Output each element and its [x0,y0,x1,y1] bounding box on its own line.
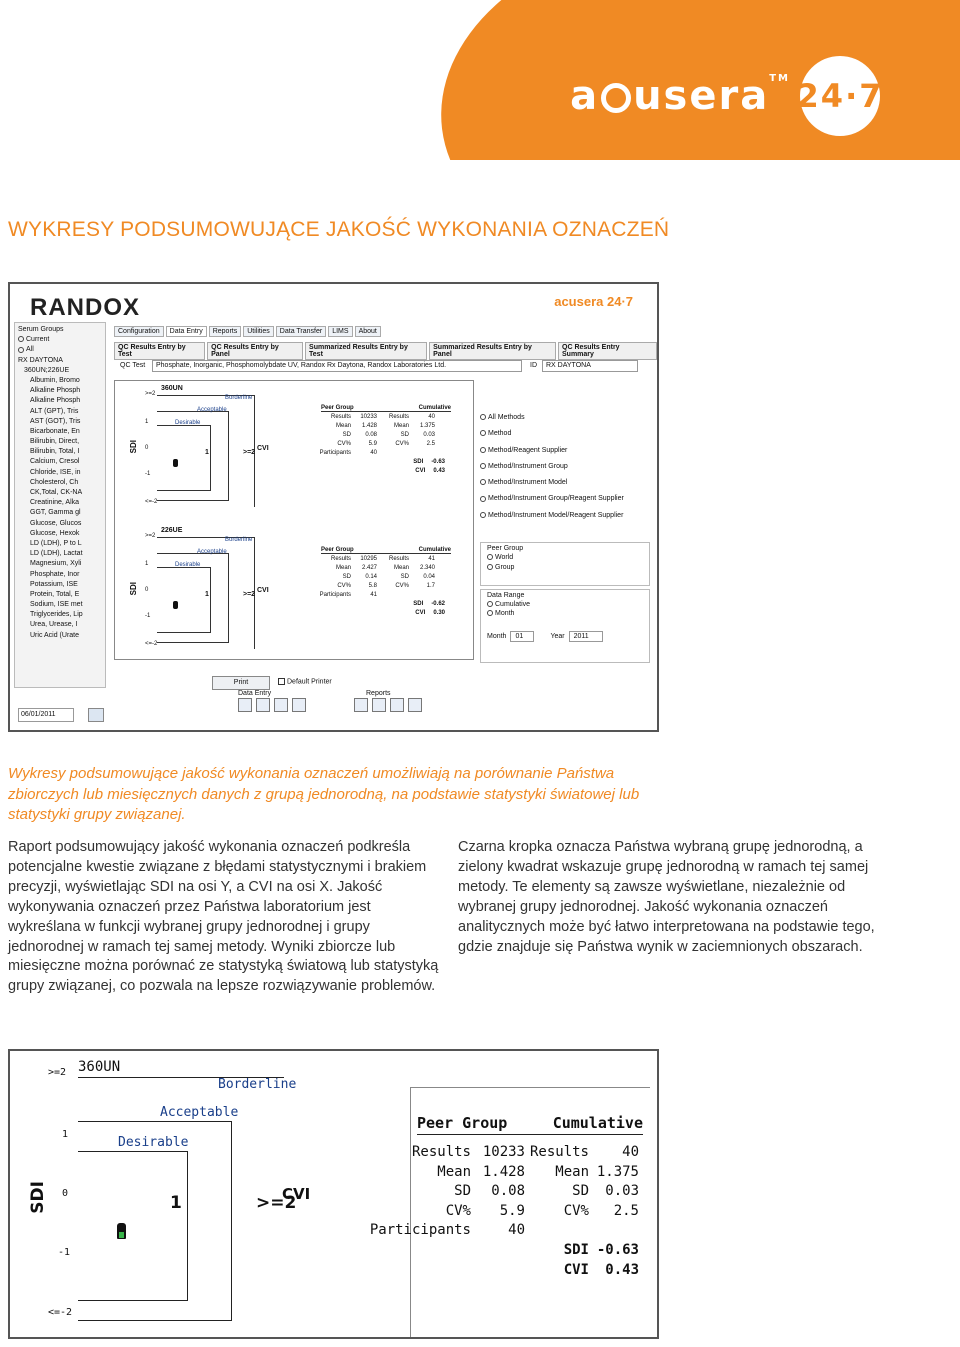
stats-cell: 5.9 [499,1202,525,1219]
method-option[interactable] [480,447,650,463]
stats-cell: 10295 [360,556,377,562]
stats-cell: Mean [437,1163,471,1180]
peer-group-header: Peer Group [417,1114,508,1132]
stats-cell: 0.08 [491,1183,525,1200]
tree-item[interactable]: Alkaline Phosph [30,397,81,405]
stats-cell: CV% [395,441,409,447]
cvi-label: CVI [415,610,426,616]
radio-icon [480,479,486,485]
y-tick: 1 [62,1129,69,1140]
menu-item[interactable]: Reports [209,326,242,337]
cvi-value: 0.30 [433,610,445,616]
id-field[interactable]: RX DAYTONA [542,360,638,372]
method-option-label: Method/Instrument Model [488,479,568,487]
y-tick: >=2 [145,391,156,397]
peer-group-marker [173,601,178,609]
stats-row [321,423,451,432]
tree-item[interactable]: Alkaline Phosph [30,387,81,395]
radio-icon [480,447,486,453]
month-field[interactable]: 01 [510,631,534,642]
desirable-zone [78,1151,188,1301]
stats-cell: Results [330,414,351,420]
stats-row [411,1144,651,1164]
zone-label-acceptable: Acceptable [197,407,227,413]
menu-bar [114,326,381,337]
method-option-label: Method/Instrument Model/Reagent Supplier [488,511,624,519]
entry-tab[interactable]: Summarized Results Entry by Panel [429,342,556,360]
cvi-row [321,468,451,477]
stats-cell: 5.9 [368,441,377,447]
series-label: 226UE [161,527,183,534]
tree-item[interactable]: Phosphate, Inor [30,570,80,578]
y-axis-label: SDI [129,440,138,454]
software-screenshot [8,282,659,732]
peer-group-title: Peer Group [487,545,524,552]
stats-header [417,1114,643,1135]
stats-cell: 10233 [360,414,377,420]
radio-icon [480,496,486,502]
menu-item[interactable]: Data Entry [166,326,207,337]
stats-cell: Results [388,556,409,562]
tree-item[interactable]: Potassium, ISE [30,580,78,588]
sdi-label: SDI [563,1241,589,1258]
body-left: Raport podsumowujący jakość wykonania oznaczeń podkreśla potencjalne kwestie związane z błędami statystycznymi i brakiem precyzji, wyświetlając SDI na osi Y, a CVI na osi X. Jakość wykonywania oznaczeń przez Państwa laboratorium jest wykreślana w funkcji wybranej grupy jednorodnej i grupy jednorodnej w ramach tej samej metody. Wyniki zbiorcze lub miesięczne można porównać ze statystyką światową lub statystyką grupy związanej, co pozwala na lepsze rozwiązywanie problemów. [8,839,439,995]
method-option[interactable] [480,495,650,511]
data-entry-label: Data Entry [238,690,272,697]
tree-item[interactable]: Uric Acid (Urate [30,631,80,639]
acusera-small-logo: acusera 24·7 [554,294,633,309]
tree-item[interactable]: GGT, Gamma gl [30,509,81,517]
stats-cell: Participants [319,592,351,598]
cumulative-header: Cumulative [552,1114,643,1132]
tree-item[interactable]: ALT (GPT), Tris [30,407,79,415]
toolbar-icons [238,698,422,712]
logo-c-icon [601,83,631,113]
stats-cell: 40 [508,1222,525,1239]
stats-cell: CV% [337,441,351,447]
logo-tm: TM [769,72,790,84]
stats-cell: 40 [428,414,435,420]
stats-cell: 40 [622,1144,639,1160]
data-range-box [480,589,650,663]
stats-cell: Results [411,1144,471,1160]
stats-grid [369,1144,651,1281]
data-range-title: Data Range [487,592,525,599]
sdi-value: -0.63 [431,459,445,465]
radio-icon [480,463,486,469]
zone-label-borderline: Borderline [225,537,253,543]
menu-item[interactable]: Utilities [243,326,274,337]
method-option[interactable] [480,512,650,528]
stats-row [321,574,451,583]
sdi-label: SDI [413,459,424,465]
zone-label-borderline: Borderline [218,1077,297,1092]
stats-cell: Mean [335,423,351,429]
stats-cell: Results [529,1144,589,1160]
stats-row [411,1203,651,1223]
entry-tab[interactable]: QC Results Entry by Panel [207,342,303,360]
radio-cumulative[interactable]: Cumulative [487,601,643,608]
stats-header [321,405,451,412]
y-axis-label: SDI [129,582,138,596]
stats-row [321,432,451,441]
tree-item[interactable]: Protein, Total, E [30,590,80,598]
logo-text-a: a [570,73,600,119]
stats-cell: 0.03 [423,432,435,438]
header-banner [0,0,960,160]
stats-cell: 41 [428,556,435,562]
reports-label: Reports [366,690,391,697]
cvi-value: 0.43 [605,1261,639,1278]
x-tick-1: 1 [205,449,209,456]
stats-cell: Results [388,414,409,420]
zone-label-borderline: Borderline [225,395,253,401]
stats-cell: 10233 [482,1144,525,1160]
stats-cell: 2.340 [419,565,435,571]
grid-icon[interactable] [292,698,306,712]
stats-cell: Mean [555,1163,589,1180]
randox-logo: RANDOX [30,294,141,321]
date-field[interactable]: 06/01/2011 [18,708,74,722]
stats-row [411,1183,651,1203]
sdi-label: SDI [413,601,424,607]
y-tick: <=-2 [145,499,158,505]
stats-panel [369,1087,650,1337]
stats-cell: 0.03 [605,1183,639,1200]
stats-row [411,1164,651,1184]
page-heading: WYKRESY PODSUMOWUJĄCE JAKOŚĆ WYKONANIA OZNACZEŃ [8,218,670,241]
stats-cell: 1.7 [426,583,435,589]
stats-cell: 1.375 [419,423,435,429]
entry-tab[interactable]: QC Results Entry by Test [114,342,205,360]
y-axis-label: SDI [28,1181,48,1214]
qc-test-field[interactable]: Phosphate, Inorganic, Phosphomolybdate UV, Randox Rx Daytona, Randox Laboratories Ltd. [152,360,522,372]
y-tick: -1 [145,613,151,619]
flag-icon[interactable] [274,698,288,712]
stats-cell: 0.08 [365,432,377,438]
year-label: Year [550,633,565,640]
stats-header [321,547,451,554]
stats-cell: 41 [370,592,377,598]
tree-item[interactable]: Triglycerides, Lip [30,611,83,619]
stats-cell: 1.428 [482,1163,525,1180]
delete-icon[interactable] [256,698,270,712]
tree-item[interactable]: LD (LDH), Lactat [30,550,83,558]
y-tick: -1 [145,471,151,477]
stats-cell: CV% [563,1202,589,1219]
zone-label-desirable: Desirable [175,420,201,426]
stats-cell: Mean [393,423,409,429]
radio-icon [487,610,493,616]
stats-cell: 40 [370,450,377,456]
radio-icon [18,347,24,353]
zone-label-acceptable: Acceptable [197,549,227,555]
stats-panel [321,547,451,619]
method-group-marker [119,1232,124,1238]
tree-item[interactable]: Glucose, Hexok [30,529,80,537]
tree-root[interactable]: RX DAYTONA [18,356,63,364]
desirable-zone [157,425,211,491]
method-options [480,414,650,528]
cvi-row [411,1262,651,1282]
stats-cell: Participants [319,450,351,456]
plot-panel [114,380,474,660]
bar-chart-icon[interactable] [372,698,386,712]
tree-item[interactable]: Creatinine, Alka [30,499,80,507]
calendar-icon[interactable] [88,708,104,722]
menu-item[interactable]: Configuration [114,326,164,337]
serum-groups-title: Serum Groups [18,326,64,333]
sdi-value: -0.63 [596,1241,639,1258]
tree-item[interactable]: Bilirubin, Direct, [30,438,80,446]
tree-item[interactable]: Glucose, Glucos [30,519,82,527]
radio-world[interactable]: World [487,554,643,561]
stats-row [321,441,451,450]
radio-icon [480,430,486,436]
entry-tab[interactable]: Summarized Results Entry by Test [305,342,427,360]
y-tick: <=-2 [145,641,158,647]
tree-item[interactable]: Bicarbonate, En [30,427,80,435]
radio-icon [487,601,493,607]
series-label: 360UN [78,1059,121,1075]
stats-cell: SD [342,574,351,580]
radio-icon [18,336,24,342]
method-option-label: Method/Instrument Group [488,462,568,470]
y-tick: 1 [145,419,149,425]
tree-item[interactable]: Sodium, ISE met [30,601,83,609]
radio-icon [480,414,486,420]
stats-cell: SD [572,1183,589,1200]
x-tick-2: >=2 [243,449,256,456]
y-tick: >=2 [145,533,156,539]
stats-row [321,414,451,423]
body-right: Czarna kropka oznacza Państwa wybraną grupę jednorodną, a zielony kwadrat wskazuje grupę jednorodną w ramach tej samej metody. Te elementy są zawsze wyświetlane, niezależnie od wybranej grupy jednorodnej. Jakość wykonania oznaczeń analitycznych może być łatwo interpretowana na podstawie tego, gdzie znajduje się Państwa wynik w zaciemnionych obszarach. [458,839,875,955]
zoomed-chart [8,1049,659,1339]
zone-label-acceptable: Acceptable [160,1105,239,1120]
stats-row [369,1222,651,1242]
peer-group-marker [173,459,178,467]
x-tick-1: 1 [205,591,209,598]
stats-cell: 1.428 [361,423,377,429]
method-option-label: All Methods [488,414,525,421]
stats-cell: CV% [337,583,351,589]
cumulative-header: Cumulative [418,405,451,411]
month-label: Month [487,633,507,640]
stats-row [321,583,451,592]
checkbox-icon [278,678,285,685]
y-tick: >=2 [48,1067,67,1078]
chart-icon[interactable] [354,698,368,712]
radio-group[interactable]: Group [487,564,643,571]
x-axis-label: CVI [282,1185,311,1203]
serum-groups-panel [14,322,106,688]
entry-tabs [114,342,657,360]
print-button[interactable]: Print [212,676,270,690]
id-label: ID [530,362,537,369]
x-tick-2: >=2 [256,1193,297,1213]
stats-cell: CV% [395,583,409,589]
series-label: 360UN [161,385,183,392]
menu-item[interactable]: LIMS [328,326,352,337]
stats-cell: 0.14 [365,574,377,580]
x-tick-1: 1 [170,1193,182,1213]
method-option[interactable] [480,430,650,446]
peer-group-header: Peer Group [321,547,354,553]
y-tick: 0 [62,1188,69,1199]
x-tick-2: >=2 [243,591,256,598]
stats-cell: CV% [445,1202,471,1219]
tree-item[interactable]: Calcium, Cresol [30,458,80,466]
method-option[interactable] [480,463,650,479]
tree-item[interactable]: Urea, Urease, I [30,621,78,629]
cvi-row [321,610,451,619]
y-tick: 1 [145,561,149,567]
qc-test-label: QC Test [120,362,146,369]
cvi-label: CVI [563,1261,589,1278]
stats-cell: SD [342,432,351,438]
desirable-zone [157,567,211,633]
stats-cell: Results [330,556,351,562]
tree-item[interactable]: LD (LDH), P to L [30,539,82,547]
caption: Wykresy podsumowujące jakość wykonania oznaczeń umożliwiają na porównanie Państwa zbiorczych lub miesięcznych danych z grupą jednorodną, na podstawie statystyki światowej lub statystyki grupy związanej. [8,765,640,823]
stats-cell: Participants [369,1222,471,1239]
print-icon[interactable] [408,698,422,712]
mini-chart-226ue [121,527,463,657]
tree-item[interactable]: Bilirubin, Total, I [30,448,80,456]
stats-cell: Mean [393,565,409,571]
stats-cell: SD [400,574,409,580]
x-axis-label: CVI [257,587,269,594]
y-tick: 0 [145,587,149,593]
acusera-logo [570,56,884,136]
cvi-label: CVI [415,468,426,474]
stats-cell: 2.5 [613,1202,639,1219]
stats-cell: 5.8 [368,583,377,589]
y-tick: -1 [58,1247,71,1258]
sdi-row [321,459,451,468]
stats-row [321,450,451,459]
zone-label-desirable: Desirable [175,562,201,568]
tree-item[interactable]: Cholesterol, Ch [30,478,79,486]
zone-label-desirable: Desirable [118,1135,189,1150]
y-tick: 0 [145,445,149,451]
menu-item[interactable]: About [355,326,381,337]
stats-row [321,565,451,574]
cvi-value: 0.43 [433,468,445,474]
stats-cell: Mean [335,565,351,571]
x-axis-label: CVI [257,445,269,452]
radio-icon [480,512,486,518]
radio-current[interactable]: Current [18,335,102,345]
radio-all[interactable]: All [18,345,102,355]
report-icon[interactable] [390,698,404,712]
mini-chart-360un [121,385,463,515]
tree-item[interactable]: Magnesium, Xyli [30,560,82,568]
cumulative-header: Cumulative [418,547,451,553]
sdi-row [321,601,451,610]
default-printer-checkbox[interactable]: Default Printer [278,678,332,685]
method-option-label: Method/Reagent Supplier [488,446,568,454]
stats-cell: 2.5 [426,441,435,447]
method-option[interactable] [480,479,650,495]
stats-cell: 0.04 [423,574,435,580]
stats-cell: SD [454,1183,471,1200]
y-tick: <=-2 [48,1307,73,1318]
peer-group-box [480,542,650,586]
stats-row [321,556,451,565]
logo-text-b: usera [633,73,770,119]
radio-month[interactable]: Month [487,610,643,617]
peer-group-header: Peer Group [321,405,354,411]
method-option[interactable] [480,414,650,430]
radio-icon [487,554,493,560]
entry-tab[interactable]: QC Results Entry Summary [558,342,657,360]
sdi-row [411,1242,651,1262]
tree-item[interactable]: Albumin, Bromo [30,376,80,384]
menu-item[interactable]: Data Transfer [276,326,326,337]
stats-row [321,592,451,601]
tree-items [18,376,102,641]
method-option-label: Method/Instrument Group/Reagent Supplier [488,495,624,503]
tree-item[interactable]: Chloride, ISE, in [30,468,81,476]
tree-item[interactable]: CK,Total, CK-NA [30,489,83,496]
radio-icon [487,564,493,570]
add-icon[interactable] [238,698,252,712]
method-option-label: Method [488,430,512,438]
stats-cell: 2.427 [361,565,377,571]
logo-badge: 24·7 [800,56,880,136]
stats-panel [321,405,451,477]
tree-lot[interactable]: 360UN;226UE [24,366,70,374]
stats-cell: 1.375 [596,1163,639,1180]
tree-item[interactable]: AST (GOT), Tris [30,417,81,425]
year-field[interactable]: 2011 [569,631,603,642]
sdi-value: -0.62 [431,601,445,607]
stats-cell: SD [400,432,409,438]
